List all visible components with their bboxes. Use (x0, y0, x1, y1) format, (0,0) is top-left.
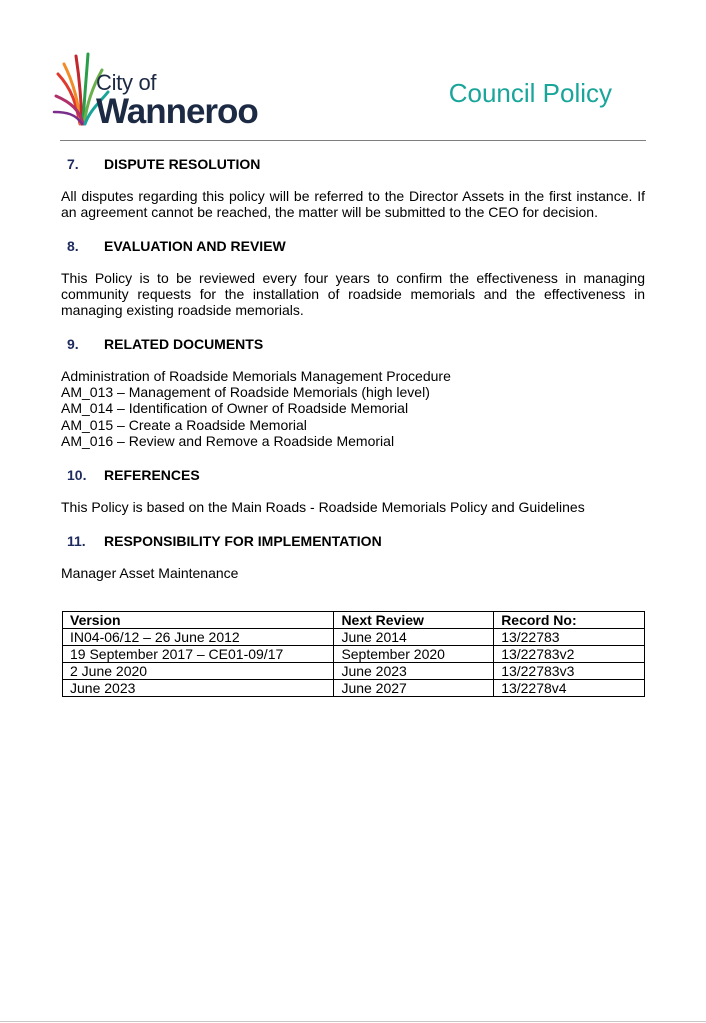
column-header-next-review: Next Review (334, 612, 494, 629)
section-paragraph: This Policy is to be reviewed every four years to confirm the effectiveness in managing community requests for the installation of roadside memorials and the effectiveness in managing existing roadside memorials. (61, 270, 645, 318)
table-row (63, 646, 645, 663)
section-heading-dispute-resolution (61, 156, 645, 172)
section-title: RESPONSIBILITY FOR IMPLEMENTATION (104, 533, 382, 550)
next-review-cell: June 2023 (334, 663, 494, 680)
section-title: DISPUTE RESOLUTION (104, 156, 261, 172)
record-no-cell: 13/22783 (494, 629, 645, 646)
section-heading-references (61, 467, 645, 483)
policy-content (61, 156, 645, 599)
table-header-row (63, 612, 645, 629)
list-item: AM_015 – Create a Roadside Memorial (61, 416, 307, 433)
section-paragraph: This Policy is based on the Main Roads - Roadside Memorials Policy and Guidelines (61, 499, 585, 516)
list-item: AM_013 – Management of Roadside Memorials (high level) (61, 384, 430, 401)
logo-city-of-text: City of (96, 70, 157, 95)
section-title: EVALUATION AND REVIEW (104, 238, 286, 254)
header-divider (60, 140, 646, 141)
section-number: 10. (67, 467, 87, 484)
section-title: RELATED DOCUMENTS (104, 336, 264, 352)
version-cell: 19 September 2017 – CE01-09/17 (63, 646, 334, 663)
section-number: 9. (67, 336, 79, 352)
section-paragraph: Manager Asset Maintenance (61, 565, 239, 582)
page-bottom-divider (0, 1021, 706, 1022)
table-row (63, 629, 645, 646)
column-header-version: Version (63, 612, 334, 629)
table-row (63, 663, 645, 680)
record-no-cell: 13/2278v4 (494, 680, 645, 697)
list-item: AM_014 – Identification of Owner of Roadside Memorial (61, 400, 409, 417)
section-title: REFERENCES (104, 467, 200, 484)
table-row (63, 680, 645, 697)
section-heading-evaluation-review (61, 238, 645, 254)
version-cell: 2 June 2020 (63, 663, 334, 680)
next-review-cell: June 2027 (334, 680, 494, 697)
version-cell: IN04-06/12 – 26 June 2012 (63, 629, 334, 646)
record-no-cell: 13/22783v2 (494, 646, 645, 663)
section-number: 11. (67, 533, 86, 550)
city-of-wanneroo-logo (50, 44, 290, 134)
document-type-title: Council Policy (448, 78, 612, 108)
section-paragraph: All disputes regarding this policy will be referred to the Director Assets in the first instance. If an agreement cannot be reached, the matter will be submitted to the CEO for decision. (61, 188, 645, 220)
section-number: 8. (67, 238, 79, 254)
section-number: 7. (67, 156, 79, 172)
next-review-cell: June 2014 (334, 629, 494, 646)
logo-wanneroo-text: Wanneroo (96, 92, 258, 131)
version-history-table (62, 611, 645, 697)
record-no-cell: 13/22783v3 (494, 663, 645, 680)
next-review-cell: September 2020 (334, 646, 494, 663)
section-heading-related-documents (61, 336, 645, 352)
section-heading-responsibility (61, 533, 645, 549)
version-cell: June 2023 (63, 680, 334, 697)
column-header-record-no: Record No: (494, 612, 645, 629)
list-item: AM_016 – Review and Remove a Roadside Memorial (61, 432, 395, 449)
list-item: Administration of Roadside Memorials Management Procedure (61, 368, 451, 384)
related-documents-list (61, 368, 645, 449)
